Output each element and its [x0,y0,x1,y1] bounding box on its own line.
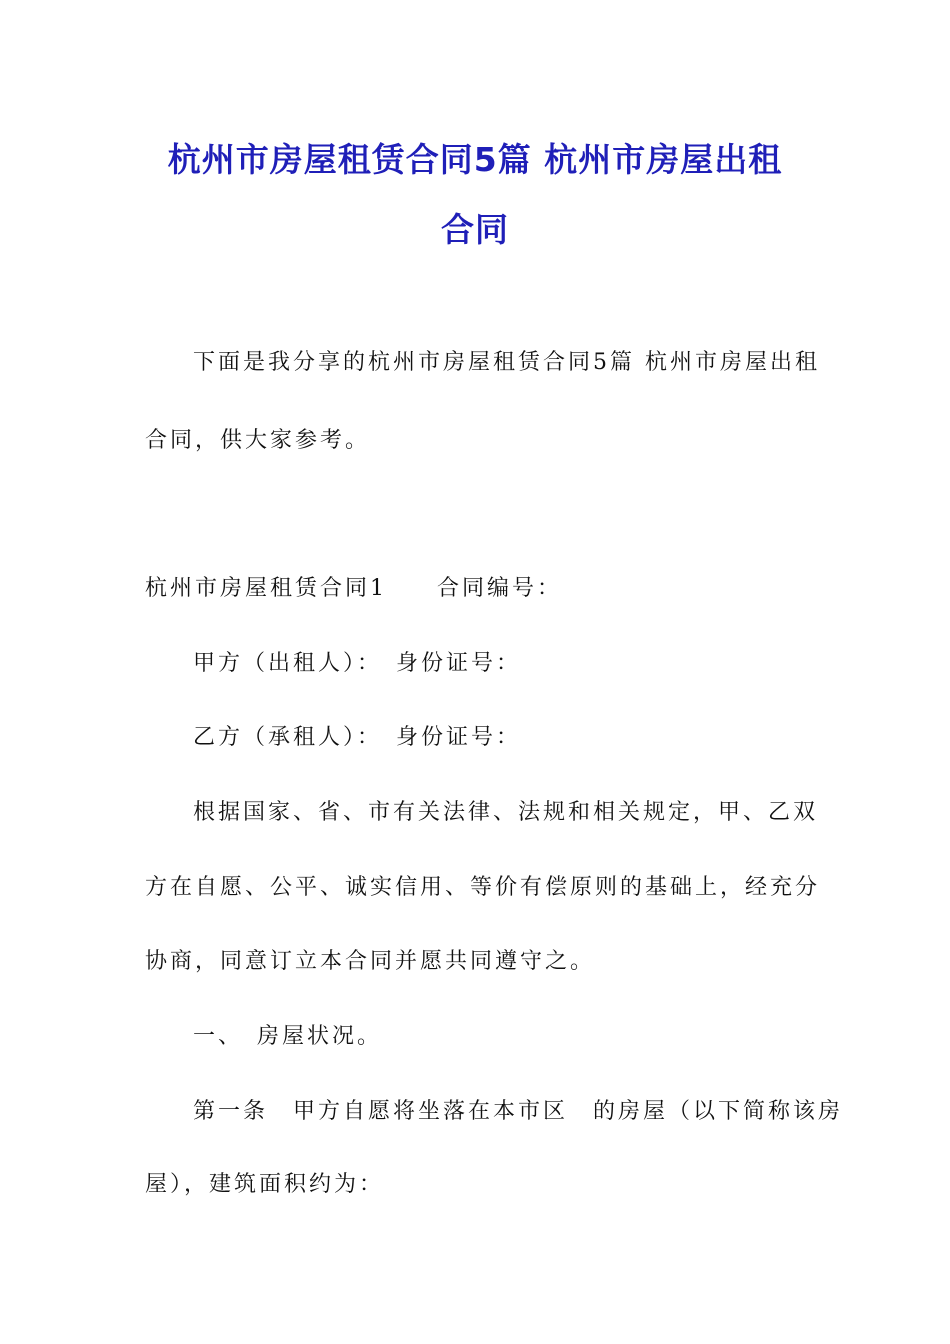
paragraph-1-line-1: 根据国家、省、市有关法律、法规和相关规定，甲、乙双 [193,800,819,825]
article-1-line-1: 第一条 甲方自愿将坐落在本市区 的房屋（以下简称该房 [193,1099,844,1124]
contract-heading: 杭州市房屋租赁合同1 合同编号： [145,576,562,601]
paragraph-1-line-3: 协商，同意订立本合同并愿共同遵守之。 [145,949,596,974]
section-1-heading: 一、 房屋状况。 [193,1024,383,1049]
party-a-line: 甲方（出租人）： 身份证号： [193,651,522,676]
intro-line-1: 下面是我分享的杭州市房屋租赁合同5篇 杭州市房屋出租 [193,350,820,375]
document-title-line-2: 合同 [441,210,509,249]
document-title-line-1: 杭州市房屋租赁合同5篇 杭州市房屋出租 [167,140,783,179]
intro-line-2: 合同，供大家参考。 [145,428,371,453]
paragraph-1-line-2: 方在自愿、公平、诚实信用、等价有偿原则的基础上，经充分 [145,875,821,900]
party-b-line: 乙方（承租人）： 身份证号： [193,725,522,750]
article-1-line-2: 屋），建筑面积约为： [145,1172,385,1197]
